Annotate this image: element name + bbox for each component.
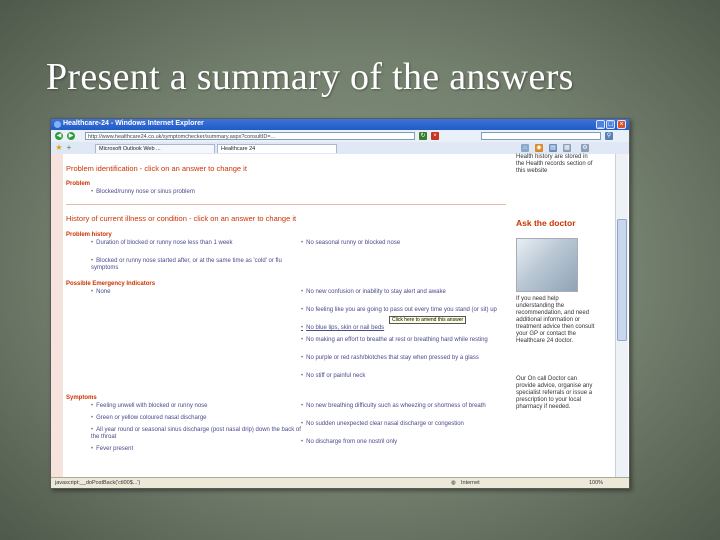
page-content [51, 154, 629, 477]
health-records-note: Health history are stored in the Health records section of this website [516, 154, 593, 174]
answer-tooltip: Click here to amend this answer [389, 316, 466, 324]
slide-title: Present a summary of the answers [46, 56, 574, 98]
problem-answer[interactable]: • Blocked/runny nose or sinus problem [91, 189, 195, 195]
divider [66, 204, 506, 205]
tools-menu-icon[interactable]: ⚙ [582, 145, 588, 151]
maximize-button[interactable]: □ [606, 120, 615, 129]
scrollbar-thumb[interactable] [617, 219, 627, 341]
zoom-level[interactable]: 100% [589, 480, 604, 486]
browser-title: Healthcare-24 - Windows Internet Explorer [63, 120, 204, 127]
symptom-answer[interactable]: • No new breathing difficulty such as wheezing or shortness of breath [301, 403, 486, 409]
home-icon[interactable]: ⌂ [521, 144, 529, 152]
symptom-answer[interactable]: • Feeling unwell with blocked or runny nose [91, 403, 208, 409]
close-button[interactable]: × [617, 120, 626, 129]
url-field[interactable]: http://www.healthcare24.co.uk/symptomchecker/summary.aspx?consultID=... [85, 132, 415, 140]
symptom-answer[interactable]: • No sudden unexpected clear nasal discharge or congestion [301, 421, 464, 427]
emergency-answer[interactable]: • None [91, 289, 111, 295]
doctor-image [516, 238, 578, 292]
favorites-star-icon[interactable]: ★ [55, 143, 63, 152]
tab-outlook[interactable]: Microsoft Outlook Web ... [95, 144, 215, 153]
forward-icon[interactable]: ▶ [68, 133, 74, 139]
go-icon[interactable]: ↻ [420, 133, 426, 139]
left-margin [51, 154, 63, 477]
emergency-answer[interactable]: • No feeling like you are going to pass out every time you stand (or sit) up [301, 307, 497, 313]
add-favorite-icon[interactable]: + [66, 143, 72, 152]
history-answer[interactable]: • No seasonal runny or blocked nose [301, 240, 401, 246]
problem-id-heading: Problem identification - click on an answer to change it [66, 164, 247, 173]
status-zone: Internet [461, 480, 480, 486]
ask-doctor-heading[interactable]: Ask the doctor [516, 218, 576, 228]
status-bar [51, 477, 629, 489]
rss-icon[interactable]: ◉ [536, 145, 542, 151]
page-menu-icon[interactable]: ▦ [564, 145, 570, 151]
history-heading: History of current illness or condition - click on an answer to change it [66, 214, 297, 223]
symptom-answer[interactable]: • Fever present [91, 446, 134, 452]
emergency-answer[interactable]: • No stiff or painful neck [301, 373, 366, 379]
tab-healthcare[interactable]: Healthcare 24 [217, 144, 337, 153]
help-text: If you need help understanding the recommendation, and need additional information or treatment advice then consult your GP or contact the Healthcare 24 doctor. [516, 296, 595, 344]
browser-window [50, 118, 630, 489]
emergency-answer[interactable]: • No blue lips, skin or nail beds [301, 325, 385, 331]
search-icon[interactable]: ⚲ [606, 133, 612, 139]
print-icon[interactable]: ▤ [550, 145, 556, 151]
history-answer[interactable]: • Duration of blocked or runny nose less than 1 week [91, 240, 233, 246]
symptom-answer[interactable]: • All year round or seasonal sinus discharge (post nasal drip) down the back of the throat [91, 427, 301, 440]
problem-label: Problem [66, 181, 91, 187]
globe-icon: ◍ [451, 480, 456, 486]
browser-titlebar [51, 119, 629, 130]
emergency-answer[interactable]: • No making an effort to breathe at rest or breathing hard while resting [301, 337, 488, 343]
problem-history-label: Problem history [66, 232, 112, 238]
symptom-answer[interactable]: • No discharge from one nostril only [301, 439, 398, 445]
emergency-answer[interactable]: • No new confusion or inability to stay alert and awake [301, 289, 446, 295]
symptoms-label: Symptoms [66, 395, 97, 401]
minimize-button[interactable]: _ [596, 120, 605, 129]
status-text: javascript:__doPostBack('ctl00$...') [55, 480, 141, 486]
emergency-label: Possible Emergency Indicators [66, 281, 156, 287]
symptom-answer[interactable]: • Green or yellow coloured nasal discharge [91, 415, 207, 421]
stop-icon[interactable]: × [431, 132, 439, 140]
ie-icon [54, 121, 61, 128]
emergency-answer[interactable]: • No purple or red rash/blotches that stay when pressed by a glass [301, 355, 479, 361]
oncall-text: Our On call Doctor can provide advice, organise any specialist referrals or issue a prescription to your local pharmacy if needed. [516, 376, 593, 410]
history-answer[interactable]: • Blocked or runny nose started after, or at the same time as 'cold' or flu symptoms [91, 258, 282, 271]
search-input[interactable] [481, 132, 601, 140]
back-icon[interactable]: ◀ [56, 133, 62, 139]
